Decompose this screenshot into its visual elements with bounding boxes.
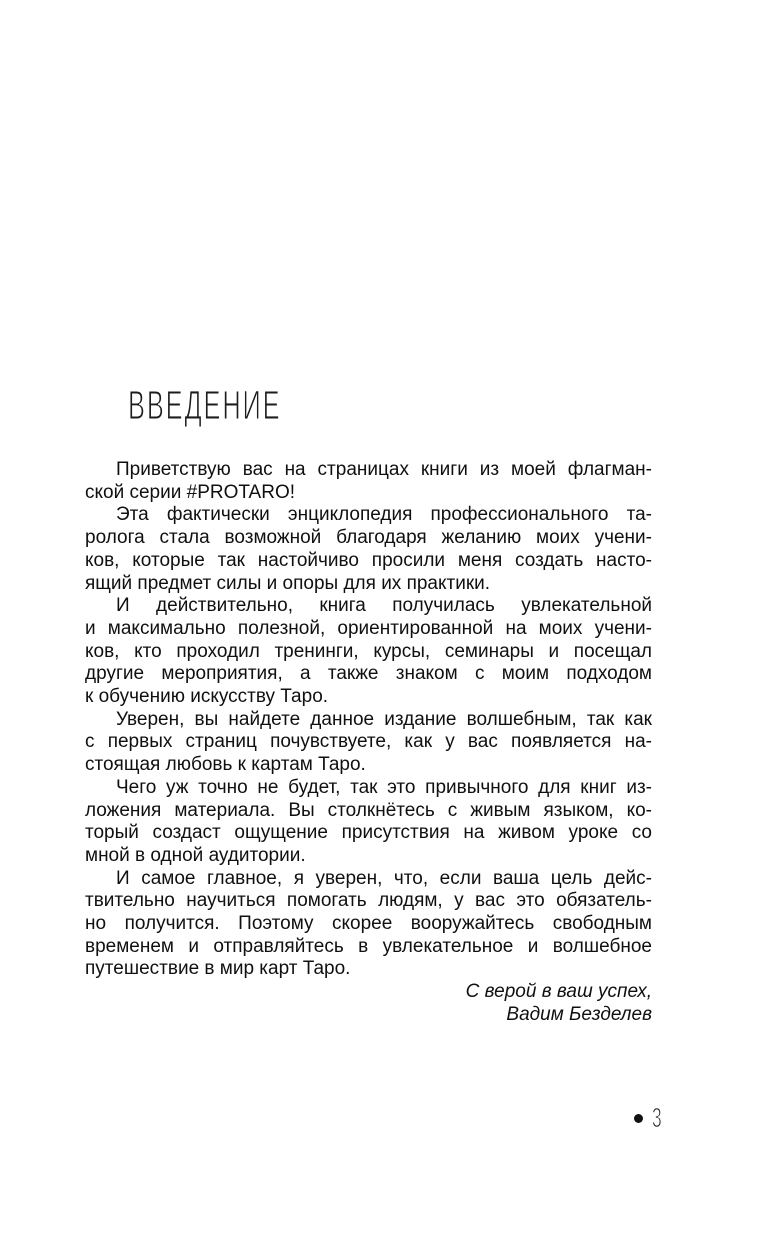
- paragraph-line: Эта фактически энциклопедия профессионального та-: [116, 504, 652, 526]
- chapter-title: ВВЕДЕНИЕ: [128, 382, 282, 428]
- paragraph-line: с первых страниц почувствуете, как у вас появляется на-: [85, 731, 652, 753]
- paragraph-line: путешествие в мир карт Таро.: [85, 958, 351, 980]
- paragraph-line: Уверен, вы найдете данное издание волшебным, так как: [116, 708, 652, 730]
- paragraph: [85, 459, 652, 504]
- paragraph-line: ков, которые так настойчиво просили меня создать насто-: [85, 549, 652, 571]
- paragraph-line: И самое главное, я уверен, что, если ваша цель дейс-: [116, 867, 652, 889]
- paragraph-line: Чего уж точно не будет, так это привычного для книг из-: [116, 776, 652, 798]
- paragraph-line: Приветствую вас на страницах книги из моей флагман-: [116, 459, 652, 480]
- paragraph: [85, 595, 652, 709]
- bullet-icon: [634, 1114, 643, 1123]
- body-text: [85, 459, 652, 1027]
- paragraph: [85, 709, 652, 777]
- paragraph-line: ящий предмет силы и опоры для их практики.: [85, 572, 491, 594]
- paragraph-line: и максимально полезной, ориентированной на моих учени-: [85, 617, 652, 639]
- paragraph-line: ролога стала возможной благодаря желанию моих учени-: [85, 527, 652, 549]
- signature-line: Вадим Безделев: [506, 1003, 652, 1025]
- paragraph-line: И действительно, книга получилась увлекательной: [116, 595, 652, 617]
- paragraph-line: ской серии #PROTARO!: [85, 481, 296, 503]
- paragraph-line: ков, кто проходил тренинги, курсы, семинары и посещал: [85, 640, 652, 662]
- paragraph-line: мной в одной аудитории.: [85, 844, 306, 866]
- paragraph: [85, 868, 652, 982]
- paragraph-line: ложения материала. Вы столкнётесь с живым языком, ко-: [85, 799, 652, 821]
- paragraph-line: но получится. Поэтому скорее вооружайтесь свободным: [85, 913, 652, 935]
- page-footer: [634, 1104, 668, 1132]
- paragraph-line: другие мероприятия, а также знаком с моим подходом: [85, 663, 652, 685]
- signature: [85, 981, 652, 1026]
- page-number: 3: [652, 1102, 662, 1133]
- paragraph: [85, 504, 652, 595]
- paragraph: [85, 777, 652, 868]
- paragraph-line: к обучению искусству Таро.: [85, 686, 329, 708]
- paragraph-line: твительно научиться помогать людям, у вас это обязатель-: [85, 890, 652, 912]
- paragraph-line: временем и отправляйтесь в увлекательное и волшебное: [85, 935, 652, 957]
- paragraph-line: торый создаст ощущение присутствия на живом уроке со: [85, 822, 652, 844]
- signature-line: С верой в ваш успех,: [465, 981, 652, 1003]
- paragraph-line: стоящая любовь к картам Таро.: [85, 754, 366, 776]
